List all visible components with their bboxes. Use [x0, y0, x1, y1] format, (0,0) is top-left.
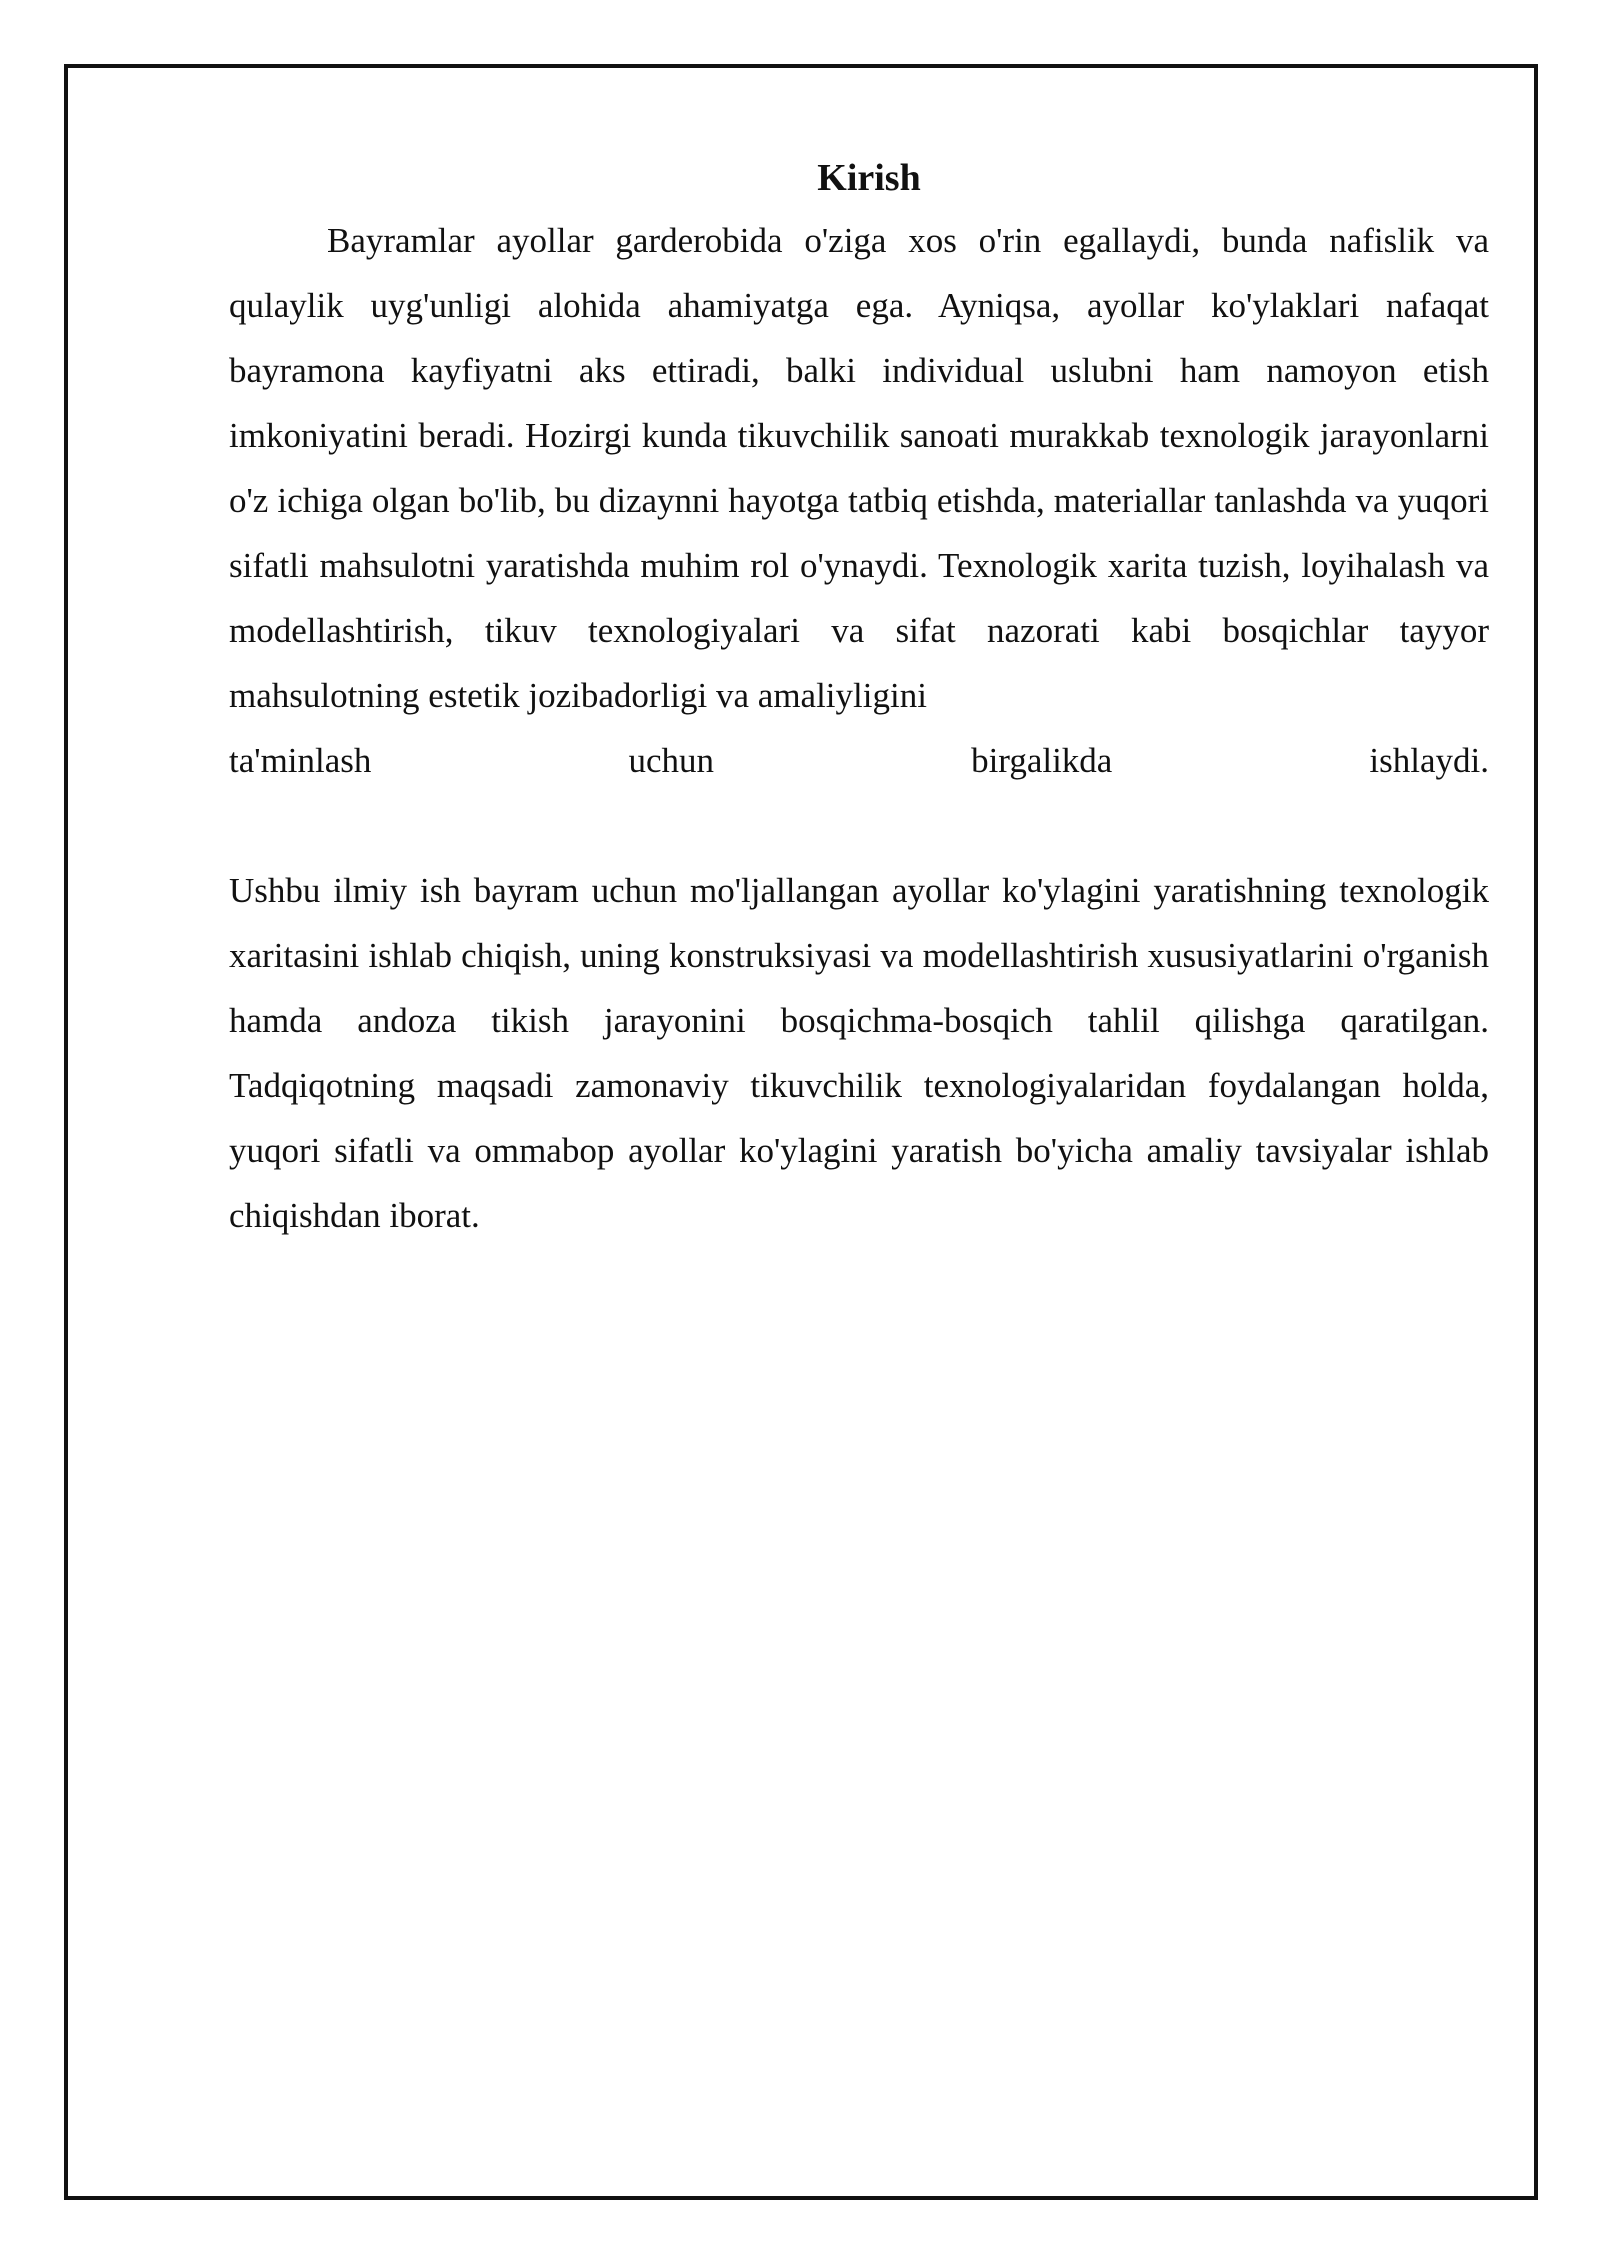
paragraph-spacer [229, 793, 1489, 858]
paragraph-2: Ushbu ilmiy ish bayram uchun mo'ljallangan ayollar ko'ylagini yaratishning texnologik xaritasini ishlab chiqish, uning konstruksiyasi va modellashtirish xususiyatlarini o'rganish hamda andoza tikish jarayonini bosqichma-bosqich tahlil qilishga qaratilgan. Tadqiqotning maqsadi zamonaviy tikuvchilik texnologiyalaridan foydalangan holda, yuqori sifatli va ommabop ayollar ko'ylagini yaratish bo'yicha amaliy tavsiyalar ishlab chiqishdan iborat. [229, 871, 1489, 1235]
paragraph-1: Bayramlar ayollar garderobida o'ziga xos o'rin egallaydi, bunda nafislik va qulaylik uyg'unligi alohida ahamiyatga ega. Ayniqsa, ayollar ko'ylaklari nafaqat bayramona kayfiyatni aks ettiradi, balki individual uslubni ham namoyon etish imkoniyatini beradi. Hozirgi kunda tikuvchilik sanoati murakkab texnologik jarayonlarni o'z ichiga olgan bo'lib, bu dizaynni hayotga tatbiq etishda, materiallar tanlashda va yuqori sifatli mahsulotni yaratishda muhim rol o'ynaydi. Texnologik xarita tuzish, loyihalash va modellashtirish, tikuv texnologiyalari va sifat nazorati kabi bosqichlar tayyor mahsulotning estetik jozibadorligi va amaliyligini [229, 221, 1489, 715]
section-title: Kirish [817, 157, 921, 199]
paragraph-1-last-line: ta'minlash uchun birgalikda ishlaydi. [229, 741, 1489, 780]
document-body [229, 148, 1489, 1248]
